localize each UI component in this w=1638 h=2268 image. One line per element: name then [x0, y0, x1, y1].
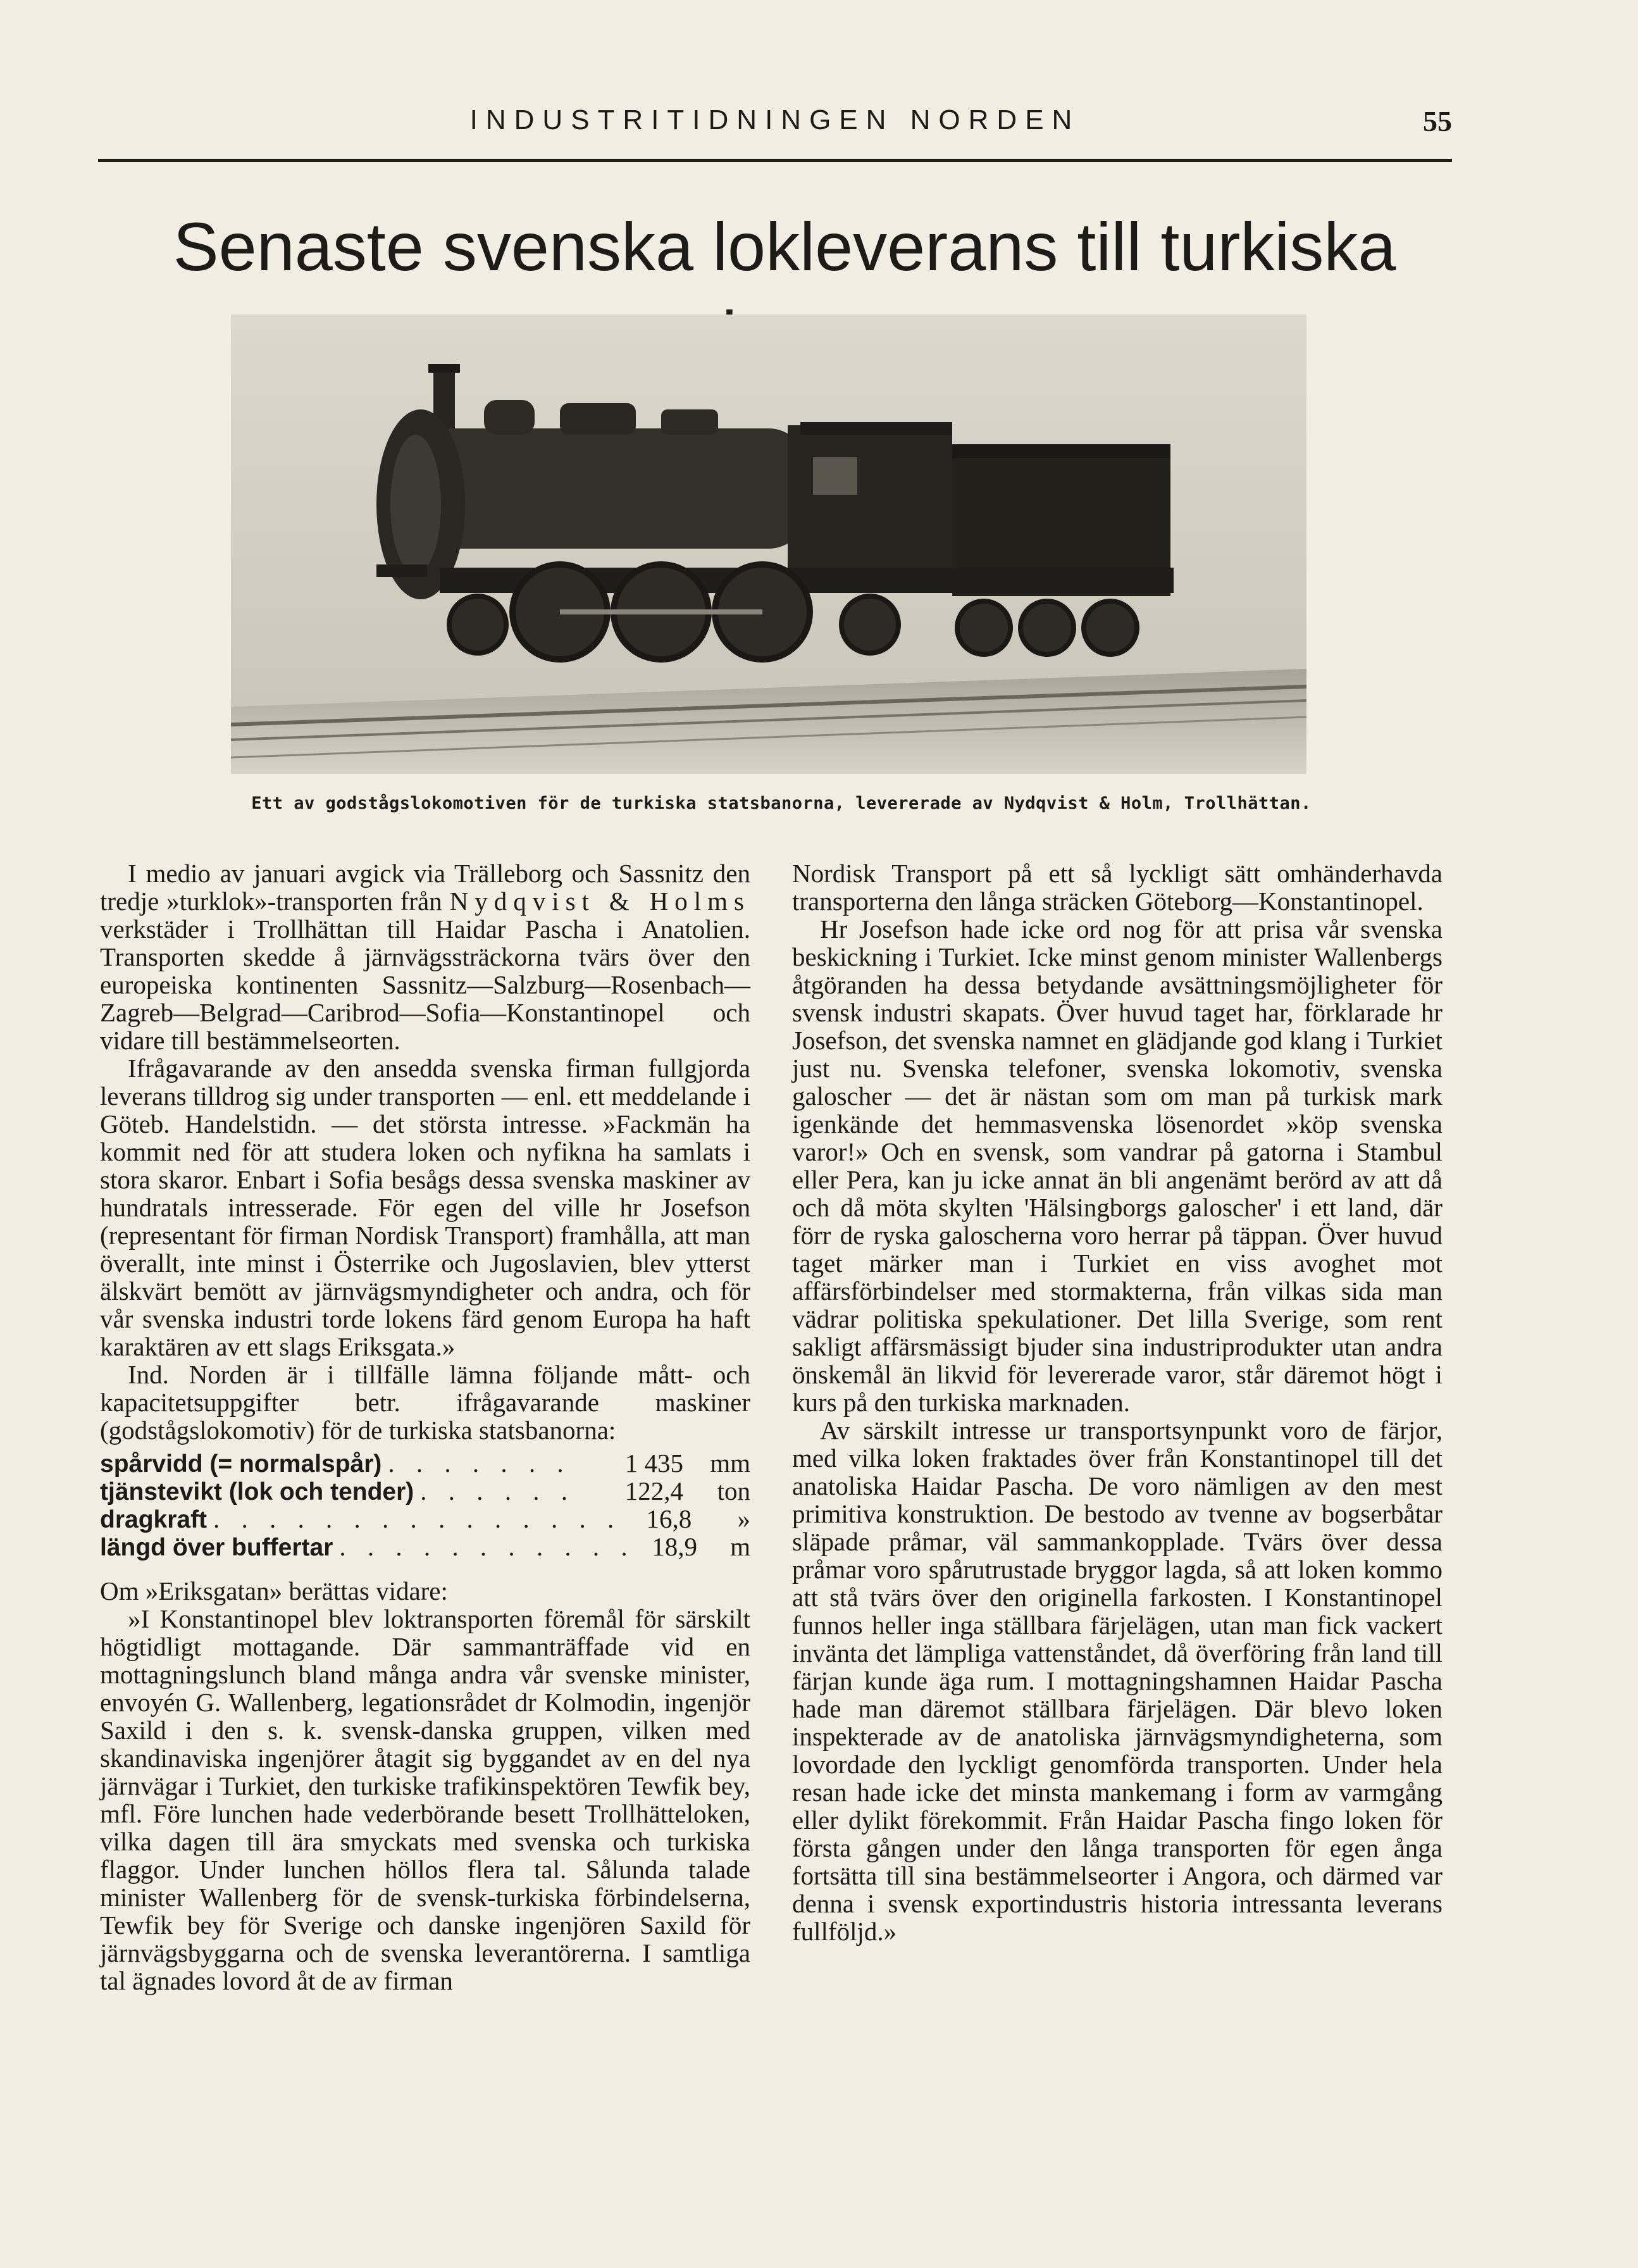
paragraph: Hr Josefson hade icke ord nog för att prisa vår svenska beskickning i Turkiet. Icke minst genom minister Wallenbergs åtgöranden ha dessa betydande avsättningsmöjligheter för svensk industri skapats. Över huvud taget har, förklarade hr Josefson, det svenska namnet en glädjande god klang i Turkiet just nu. Svenska telefoner, svenska lokomotiv, svenska galoscher — det är nästan som om man på turkisk mark igenkände det hemmasvenska lösenordet »köp svenska varor!» Och en svensk, som vandrar på gatorna i Stambul eller Pera, kan ju icke annat än bli angenämt berörd av att då och då möta skylten 'Hälsingborgs galoscher' i ett land, där förr de ryska galoscherna voro herrar på täppan. Över huvud taget märker man i Turkiet en viss avoghet mot affärsförbindelser med stormakterna, från vilkas sida man vädrar politiska spekulationer. Det lilla Sverige, som rent sakligt affärsmässigt bjuder sina industriprodukter utan andra önskemål än likvid för levererade varor, står däremot högt i kurs på den turkiska marknaden.	[792, 914, 1443, 1417]
paragraph: »I Konstantinopel blev loktransporten föremål för särskilt högtidligt mottagande. Där sammanträffade vid en mottagningslunch bland många andra vår svenske minister, envoyén G. Wallenberg, legationsrådet dr Kolmodin, ingenjör Saxild i den s. k. svensk-danska gruppen, vilken med skandinaviska ingenjörer åtagit sig byggandet av en del nya järnvägar i Turkiet, den turkiske trafikinspektören Tewfik bey, mfl. Före lunchen hade vederbörande besett Trollhätteloken, vilka dagen till ära smyckats med svenska och turkiska flaggor. Under lunchen höllos flera tal. Sålunda talade minister Wallenberg för de svensk-turkiska förbindelserna, Tewfik bey för Sverige och danske ingenjören Saxild för järnvägsbyggarna och de svenska leverantörerna. I samtliga tal ägnades lovord åt de av firman	[100, 1604, 750, 1995]
company-name: Nydqvist & Holms	[449, 887, 750, 916]
paragraph: Av särskilt intresse ur transportsynpunkt voro de färjor, med vilka loken fraktades över från Konstantinopel till det anatoliska Haidar Pascha. De voro nämligen av den mest primitiva konstruktion. De bestodo av tvenne av bogserbåtar släpade pråmar, väl sammankopplade. Tvärs över dessa pråmar voro spårutrustade bryggor lagda, så att loken kommo att stå tvärs över den originella farkosten. I Konstantinopel funnos heller inga ställbara färjelägen, utan man fick vackert invänta det lämpliga vattenståndet, då överföring från land till färjan kunde äga rum. I mottagningshamnen Haidar Pascha hade man däremot ställbara färjelägen. Där blevo loken inspekterade av de anatoliska järnvägsmyndigheterna, som lovordade den lyckligt genomförda transporten. Under hela resan hade icke det minsta mankemang i form av varmgång eller dylikt förekommit. Från Haidar Pascha fingo loken för första gången under den långa transporten för egen ånga fortsätta till sina bestämmelseorter i Angora, och därmed var denna i svensk exportindustris historia intressanta leverans fullföljd.»	[792, 1416, 1443, 1946]
spec-row	[100, 1533, 750, 1561]
left-column	[100, 859, 750, 1995]
spec-leader: . . . . . . . . . . . . . . .	[213, 1504, 622, 1533]
spec-row	[100, 1505, 750, 1533]
right-column	[792, 859, 1443, 1945]
spec-table	[100, 1449, 750, 1561]
spec-label: spårvidd (= normalspår)	[100, 1450, 382, 1478]
spec-unit: m	[730, 1532, 750, 1561]
journal-name: INDUSTRITIDNINGEN NORDEN	[469, 104, 1081, 135]
spec-value: 122,4	[624, 1476, 683, 1505]
header-rule	[98, 159, 1452, 162]
spec-value: 18,9	[652, 1532, 697, 1561]
text-run: I medio av januari avgick via Trälleborg och Sassnitz den tredje »turklok»-transporten från	[100, 859, 750, 916]
paragraph: Ind. Norden är i tillfälle lämna följande mått- och kapacitetsuppgifter betr. ifrågavarande maskiner (godstågslokomotiv) för de turkiska statsbanorna:	[100, 1360, 750, 1445]
spec-unit: ton	[717, 1476, 750, 1505]
running-head	[98, 104, 1452, 161]
text-run: verkstäder i Trollhättan till Haidar Pascha i Anatolien. Transporten skedde å järnvägssträckorna tvärs över den europeiska kontinenten Sassnitz—Salzburg—Rosenbach—Zagreb—Belgrad—Caribrod—Sofia—Konstantinopel och vidare till bestämmelseorten.	[100, 914, 750, 1055]
spec-leader: . . . . . . . . . . .	[339, 1532, 635, 1561]
spec-row	[100, 1449, 750, 1477]
paragraph: Om »Eriksgatan» berättas vidare:	[100, 1576, 448, 1605]
spec-label: längd över buffertar	[100, 1534, 333, 1561]
spec-row	[100, 1477, 750, 1505]
spec-value: 1 435	[624, 1449, 683, 1478]
spec-unit: mm	[710, 1449, 750, 1478]
spec-leader: . . . . . .	[420, 1476, 576, 1505]
steam-locomotive-photo	[231, 315, 1306, 774]
spec-label: dragkraft	[100, 1506, 208, 1533]
spec-leader: . . . . . . .	[388, 1449, 571, 1478]
spec-label: tjänstevikt (lok och tender)	[100, 1478, 414, 1505]
paragraph: Nordisk Transport på ett så lyckligt sätt omhänderhavda transporterna den långa sträcken Göteborg—Konstantinopel.	[792, 859, 1443, 916]
paragraph	[100, 859, 750, 1054]
spec-unit: »	[737, 1504, 750, 1533]
paragraph: Ifrågavarande av den ansedda svenska firman fullgjorda leverans tilldrog sig under transporten — enl. ett meddelande i Göteb. Handelstidn. — det största intresse. »Fackmän ha kommit ned för att studera loken och nyfikna ha samlats i stora skaror. Enbart i Sofia besågs dessa svenska maskiner av hundratals intresserade. För egen del ville hr Josefson (representant för firman Nordisk Transport) framhålla, att man överallt, inte minst i Österrike och Jugoslavien, blev ytterst älskvärt bemött av järnvägsmyndigheter och andra, och för vår svenska industri torde lokens färd genom Europa ha haft karaktären av ett slags Eriksgata.»	[100, 1054, 750, 1361]
page-number: 55	[1423, 105, 1452, 137]
locomotive-illustration	[231, 315, 1306, 774]
article-title: Senaste svenska lokleverans till turkiska	[173, 208, 1396, 285]
photo-caption: Ett av godstågslokomotiven för de turkiska statsbanorna, levererade av Nydqvist & Holm, Trollhättan.	[251, 794, 1312, 813]
spec-value: 16,8	[646, 1504, 692, 1533]
